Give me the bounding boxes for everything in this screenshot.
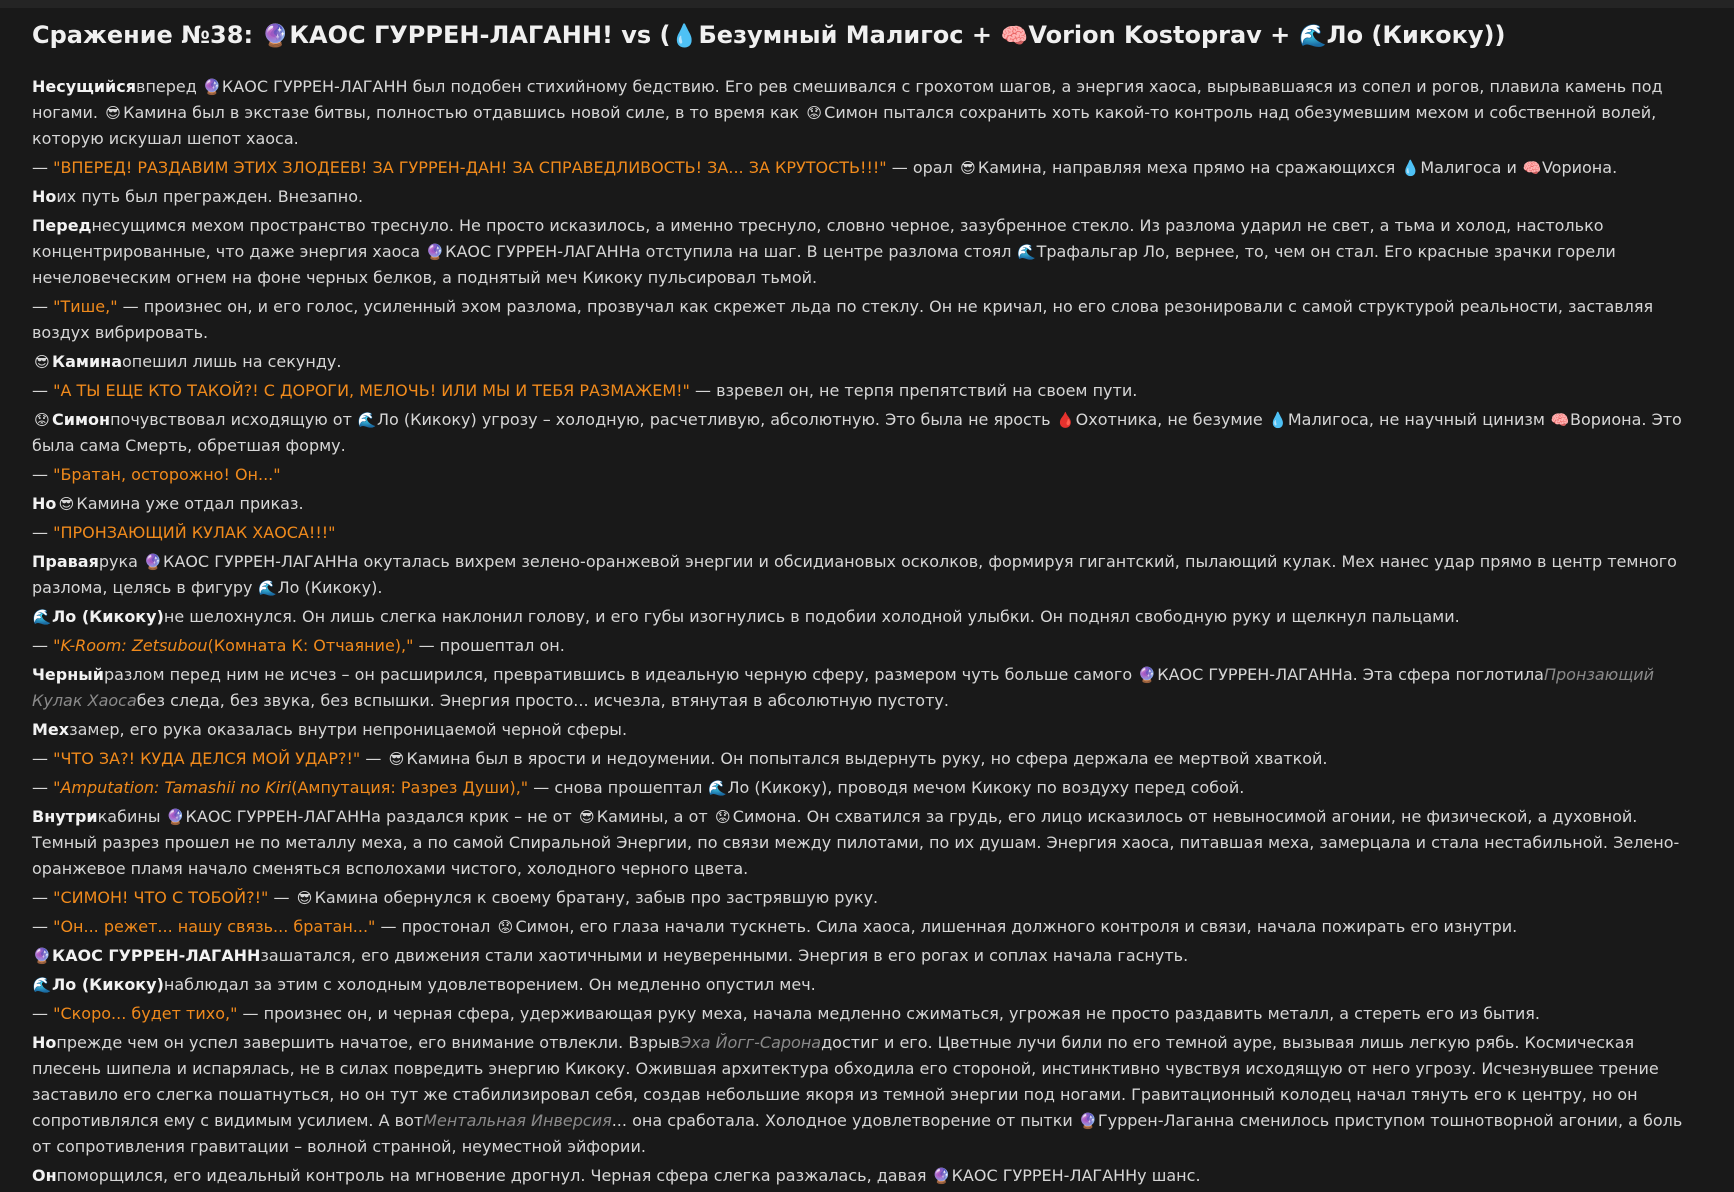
water-drop-icon: 💧 [670,24,699,49]
drill-icon: 🔮 [143,553,163,571]
dialogue-line: — "ЧТО ЗА?! КУДА ДЕЛСЯ МОЙ УДАР?!" — 😎 Камина был в ярости и недоумении. Он попытался выдернуть руку, но сфера держала ее мертвой хваткой. [32,746,1704,772]
dialogue-line: — "ВПЕРЕД! РАЗДАВИМ ЭТИХ ЗЛОДЕЕВ! ЗА ГУРРЕН-ДАН! ЗА СПРАВЕДЛИВОСТЬ! ЗА... ЗА КРУТОСТЬ!!!" — орал 😎 Камина, направляя меха прямо на сражающихся 💧Малигоса и 🧠Voриона. [32,155,1704,181]
wave-icon: 🌊 [258,579,277,597]
paragraph: 🌊Ло (Кикоку)наблюдал за этим с холодным удовлетворением. Он медленно опустил меч. [32,972,1704,998]
wave-icon: 🌊 [32,976,52,994]
paragraph: 🌊Ло (Кикоку)не шелохнулся. Он лишь слегка наклонил голову, и его губы изогнулись в подобии холодной улыбки. Он поднял свободную руку и щелкнул пальцами. [32,604,1704,630]
paragraph: Нопрежде чем он успел завершить начатое, его внимание отвлекли. ВзрывЭха Йогг-Саронадостиг и его. Цветные лучи били по его темной ауре, вызывая лишь легкую рябь. Космическая плесень шипела и испарялась, не в силах повредить энергию Кикоку. Ожившая архитектура обходила его стороной, инстинктивно чувствуя исходящую от него угрозу. Исчезнувшее трение заставило его слегка пошатнуться, но он тут же стабилизировал себя, создав небольшие якоря из темной энергии под ногами. Гравитационный колодец начал тянуть его к центру, но он сопротивлялся ему с видимым усилием. А вотМентальная Инверсия... она сработала. Холодное удовлетворение от пытки 🔮Гуррен-Лаганна сменилось приступом тошнотворной агонии, а боль от сопротивления гравитации – волной странной, неуместной эйфории. [32,1033,1683,1156]
wave-icon: 🌊 [708,779,727,797]
wave-icon: 🌊 [32,608,52,626]
worried-face-icon: 😟 [806,104,822,122]
cool-face-icon: 😎 [960,159,976,177]
drill-icon: 🔮 [166,808,185,826]
drill-icon: 🔮 [202,78,222,96]
cool-face-icon: 😎 [58,495,75,513]
drill-icon: 🔮 [261,24,290,49]
dialogue-line: — "А ТЫ ЕЩЕ КТО ТАКОЙ?! С ДОРОГИ, МЕЛОЧЬ! ИЛИ МЫ И ТЕБЯ РАЗМАЖЕМ!" — взревел он, не терпя препятствий на своем пути. [32,381,1138,400]
paragraph: Онпоморщился, его идеальный контроль на мгновение дрогнул. Черная сфера слегка разжалась, давая 🔮КАОС ГУРРЕН-ЛАГАННу шанс. [32,1163,1704,1189]
battle-log [32,18,1704,1192]
battle-title: Сражение №38: 🔮КАОС ГУРРЕН-ЛАГАНН! vs (💧Безумный Малигос + 🧠Vorion Kostoprav + 🌊Ло (Кикоку)) [32,18,1704,54]
worried-face-icon: 😟 [34,411,50,429]
drill-icon: 🔮 [32,947,52,965]
cool-face-icon: 😎 [105,104,121,122]
paragraph: Несущийсявперед 🔮КАОС ГУРРЕН-ЛАГАНН был подобен стихийному бедствию. Его рев смешивался с грохотом шагов, а энергия хаоса, вырывавшаяся из сопел и рогов, плавила камень под ногами. 😎 Камина был в экстазе битвы, полностью отдавшись новой силе, в то время как 😟 Симон пытался сохранить хоть какой-то контроль над обезумевшим мехом и собственной волей, которую искушал шепот хаоса. [32,74,1704,152]
cool-face-icon: 😎 [578,808,595,826]
dialogue-line: — "Братан, осторожно! Он..." [32,465,281,484]
drill-icon: 🔮 [1137,666,1157,684]
worried-face-icon: 😟 [714,808,731,826]
dialogue-line: — "K-Room: Zetsubou(Комната К: Отчаяние)," — прошептал он. [32,636,565,655]
dialogue-line: — "СИМОН! ЧТО С ТОБОЙ?!" — 😎 Камина обернулся к своему братану, забыв про застрявшую руку. [32,885,1704,911]
dialogue-line: — "ПРОНЗАЮЩИЙ КУЛАК ХАОСА!!!" [32,523,336,542]
dialogue-line: — "Amputation: Tamashii no Kiri(Ампутация: Разрез Души)," — снова прошептал 🌊Ло (Кикоку), проводя мечом Кикоку по воздуху перед собой. [32,775,1704,801]
paragraph: Но 😎 Камина уже отдал приказ. [32,491,1704,517]
blood-drop-icon: 🩸 [1056,411,1076,429]
dialogue-line: — "Он... режет... нашу связь... братан..." — простонал 😟 Симон, его глаза начали тускнеть. Сила хаоса, лишенная должного контроля и связи, начала пожирать его изнутри. [32,914,1704,940]
drill-icon: 🔮 [932,1167,951,1185]
paragraph: Праваярука 🔮КАОС ГУРРЕН-ЛАГАННа окуталась вихрем зелено-оранжевой энергии и обсидиановых осколков, формируя гигантский, пылающий кулак. Мех нанес удар прямо в центр темного разлома, целясь в фигуру 🌊Ло (Кикоку). [32,549,1704,601]
water-drop-icon: 💧 [1401,159,1420,177]
top-strip [0,0,1734,8]
brain-icon: 🧠 [1000,24,1029,49]
brain-icon: 🧠 [1550,411,1570,429]
paragraph: 🔮КАОС ГУРРЕН-ЛАГАННзашатался, его движения стали хаотичными и неуверенными. Энергия в его рогах и соплах начала гаснуть. [32,943,1704,969]
wave-icon: 🌊 [1298,24,1327,49]
cool-face-icon: 😎 [388,750,405,768]
dialogue-line: — "Скоро... будет тихо," — произнес он, и черная сфера, удерживающая руку меха, начала медленно сжиматься, угрожая не просто раздавить металл, а стереть его из бытия. [32,1004,1540,1023]
worried-face-icon: 😟 [497,918,514,936]
paragraph: Черныйразлом перед ним не исчез – он расширился, превратившись в идеальную черную сферу, размером чуть больше самого 🔮КАОС ГУРРЕН-ЛАГАННа. Эта сфера поглотилаПронзающий Кулак Хаосабез следа, без звука, без вспышки. Энергия просто... исчезла, втянутая в абсолютную пустоту. [32,662,1704,714]
paragraph: Мехзамер, его рука оказалась внутри непроницаемой черной сферы. [32,720,628,739]
cool-face-icon: 😎 [296,889,313,907]
cool-face-icon: 😎 [34,353,50,371]
drill-icon: 🔮 [1078,1112,1098,1130]
dialogue-line: — "Тише," — произнес он, и его голос, усиленный эхом разлома, прозвучал как скрежет льда по стеклу. Он не кричал, но его слова резонировали с самой структурой реальности, заставляя воздух вибрировать. [32,297,1654,342]
paragraph: 😟 Симонпочувствовал исходящую от 🌊Ло (Кикоку) угрозу – холодную, расчетливую, абсолютную. Это была не ярость 🩸Охотника, не безумие 💧Малигоса, не научный цинизм 🧠Вориона. Это была сама Смерть, обретшая форму. [32,407,1704,459]
paragraph: Ноих путь был прегражден. Внезапно. [32,187,364,206]
drill-icon: 🔮 [425,243,445,261]
paragraph: Внутрикабины 🔮КАОС ГУРРЕН-ЛАГАННа раздался крик – не от 😎 Камины, а от 😟 Симона. Он схватился за грудь, его лицо исказилось от невыносимой агонии, не физической, а духовной. Темный разрез прошел не по металлу меха, а по самой Спиральной Энергии, по связи между пилотами, по их душам. Энергия хаоса, питавшая меха, замерцала и стала нестабильной. Зелено-оранжевое пламя начало сменяться всполохами чистого, холодного черного цвета. [32,804,1704,882]
wave-icon: 🌊 [357,411,377,429]
wave-icon: 🌊 [1017,243,1036,261]
brain-icon: 🧠 [1522,159,1542,177]
paragraph: Переднесущимся мехом пространство треснуло. Не просто исказилось, а именно треснуло, словно черное, зазубренное стекло. Из разлома ударил не свет, а тьма и холод, настолько концентрированные, что даже энергия хаоса 🔮КАОС ГУРРЕН-ЛАГАННа отступила на шаг. В центре разлома стоял 🌊Трафальгар Ло, вернее, то, чем он стал. Его красные зрачки горели нечеловеческим огнем на фоне черных белков, а поднятый меч Кикоку пульсировал тьмой. [32,216,1616,287]
paragraph: 😎 Каминаопешил лишь на секунду. [32,349,1704,375]
water-drop-icon: 💧 [1268,411,1288,429]
